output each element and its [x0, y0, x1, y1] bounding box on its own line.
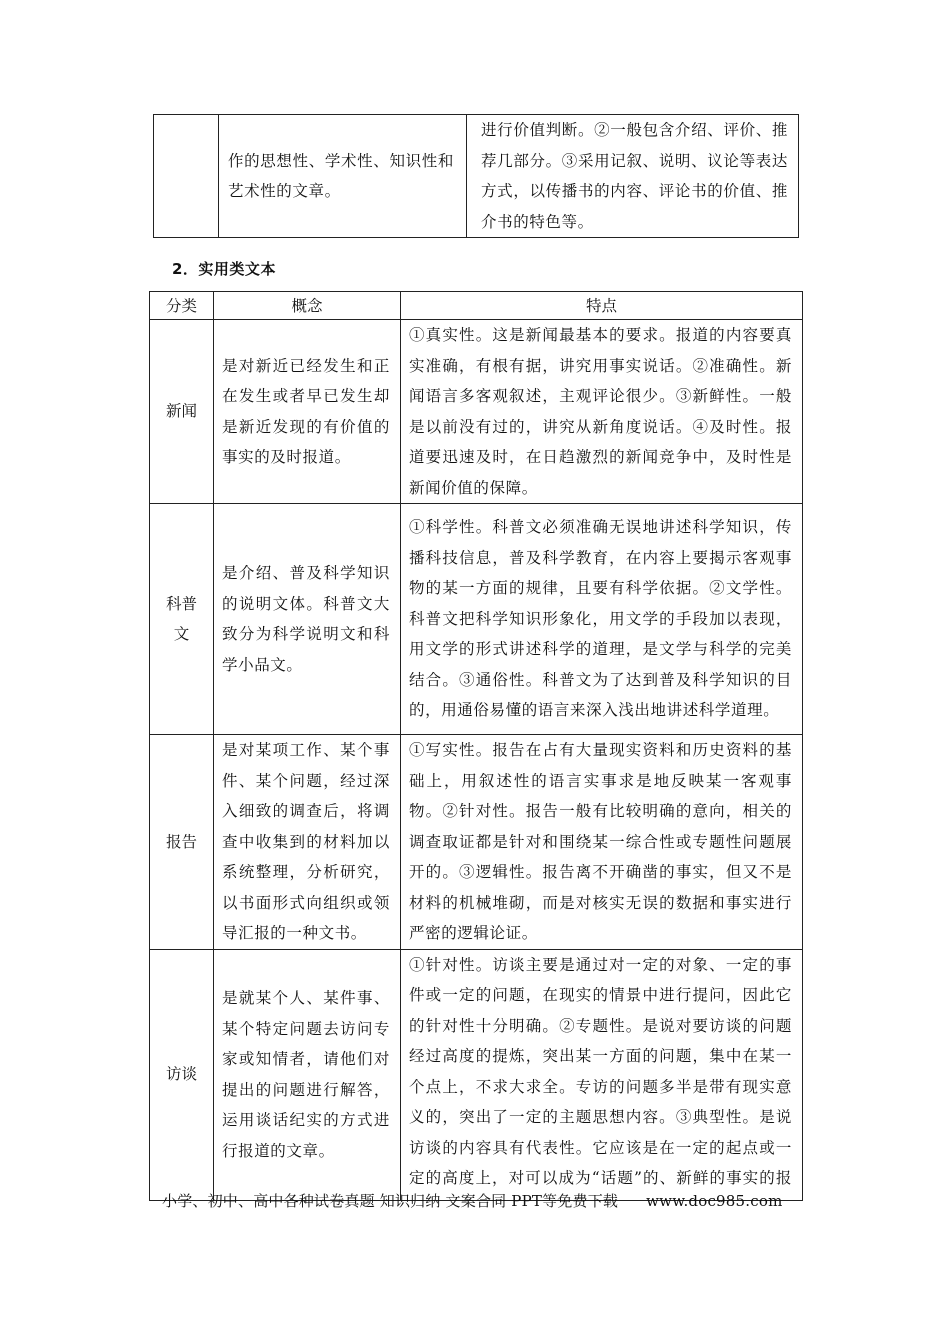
table-row: [150, 735, 803, 950]
concept-cell: 是对新近已经发生和正在发生或者早已发生却是新近发现的有价值的事实的及时报道。: [214, 320, 401, 504]
category-cell: [154, 115, 219, 238]
features-text: ①针对性。访谈主要是通过对一定的对象、一定的事件或一定的问题，在现实的情景中进行提问，因此它的针对性十分明确。②专题性。是说对要访谈的问题经过高度的提炼，突出某一方面的问题，集中在某一个点上，不求大求全。专访的问题多半是带有现实意义的，突出了一定的主题思想内容。③典型性。是说访谈的内容具有代表性。它应该是在一定的起点或一定的高度上，对可以成为“话题”的、新鲜的事实的报: [409, 955, 792, 1187]
category-cell: 报告: [150, 735, 214, 950]
category-cell: 科普文: [150, 504, 214, 735]
features-cell: ①科学性。科普文必须准确无误地讲述科学知识，传播科技信息，普及科学教育，在内容上要揭示客观事物的某一方面的规律，且要有科学依据。②文学性。科普文把科学知识形象化，用文学的手段加以表现，用文学的形式讲述科学的道理，是文学与科学的完美结合。③通俗性。科普文为了达到普及科学知识的目的，用通俗易懂的语言来深入浅出地讲述科学道理。: [401, 504, 803, 735]
concept-cell: 是就某个人、某件事、某个特定问题去访问专家或知情者，请他们对提出的问题进行解答，运用谈话纪实的方式进行报道的文章。: [214, 949, 401, 1200]
features-cell: ①真实性。这是新闻最基本的要求。报道的内容要真实准确，有根有据，讲究用事实说话。②准确性。新闻语言多客观叙述，主观评论很少。③新鲜性。一般是以前没有过的，讲究从新角度说话。④及时性。报道要迅速及时，在日趋激烈的新闻竞争中，及时性是新闻价值的保障。: [401, 320, 803, 504]
header-features: 特点: [401, 292, 803, 320]
concept-cell: 作的思想性、学术性、知识性和艺术性的文章。: [219, 115, 467, 238]
table-row: [150, 504, 803, 735]
table-header-row: [150, 292, 803, 320]
practical-text-table: [149, 291, 803, 1201]
table-row: [150, 320, 803, 504]
section-heading: 2．实用类文本: [172, 260, 276, 278]
continued-table: [153, 114, 799, 238]
footer-text: 小学、初中、高中各种试卷真题 知识归纳 文案合同 PPT等免费下载: [162, 1192, 619, 1210]
features-cell: [401, 949, 803, 1200]
table-row: [150, 949, 803, 1200]
table-row: [154, 115, 799, 238]
features-cell: ①写实性。报告在占有大量现实资料和历史资料的基础上，用叙述性的语言实事求是地反映某一客观事物。②针对性。报告一般有比较明确的意向，相关的调查取证都是针对和围绕某一综合性或专题性问题展开的。③逻辑性。报告离不开确凿的事实，但又不是材料的机械堆砌，而是对核实无误的数据和事实进行严密的逻辑论证。: [401, 735, 803, 950]
category-cell: 访谈: [150, 949, 214, 1200]
footer-site: www.doc985.com: [646, 1192, 783, 1210]
header-concept: 概念: [214, 292, 401, 320]
category-cell: 新闻: [150, 320, 214, 504]
header-category: 分类: [150, 292, 214, 320]
page-footer: [162, 1190, 783, 1211]
concept-cell: 是对某项工作、某个事件、某个问题，经过深入细致的调查后，将调查中收集到的材料加以系统整理，分析研究，以书面形式向组织或领导汇报的一种文书。: [214, 735, 401, 950]
concept-cell: 是介绍、普及科学知识的说明文体。科普文大致分为科学说明文和科学小品文。: [214, 504, 401, 735]
features-cell: 进行价值判断。②一般包含介绍、评价、推荐几部分。③采用记叙、说明、议论等表达方式，以传播书的内容、评论书的价值、推介书的特色等。: [467, 115, 799, 238]
